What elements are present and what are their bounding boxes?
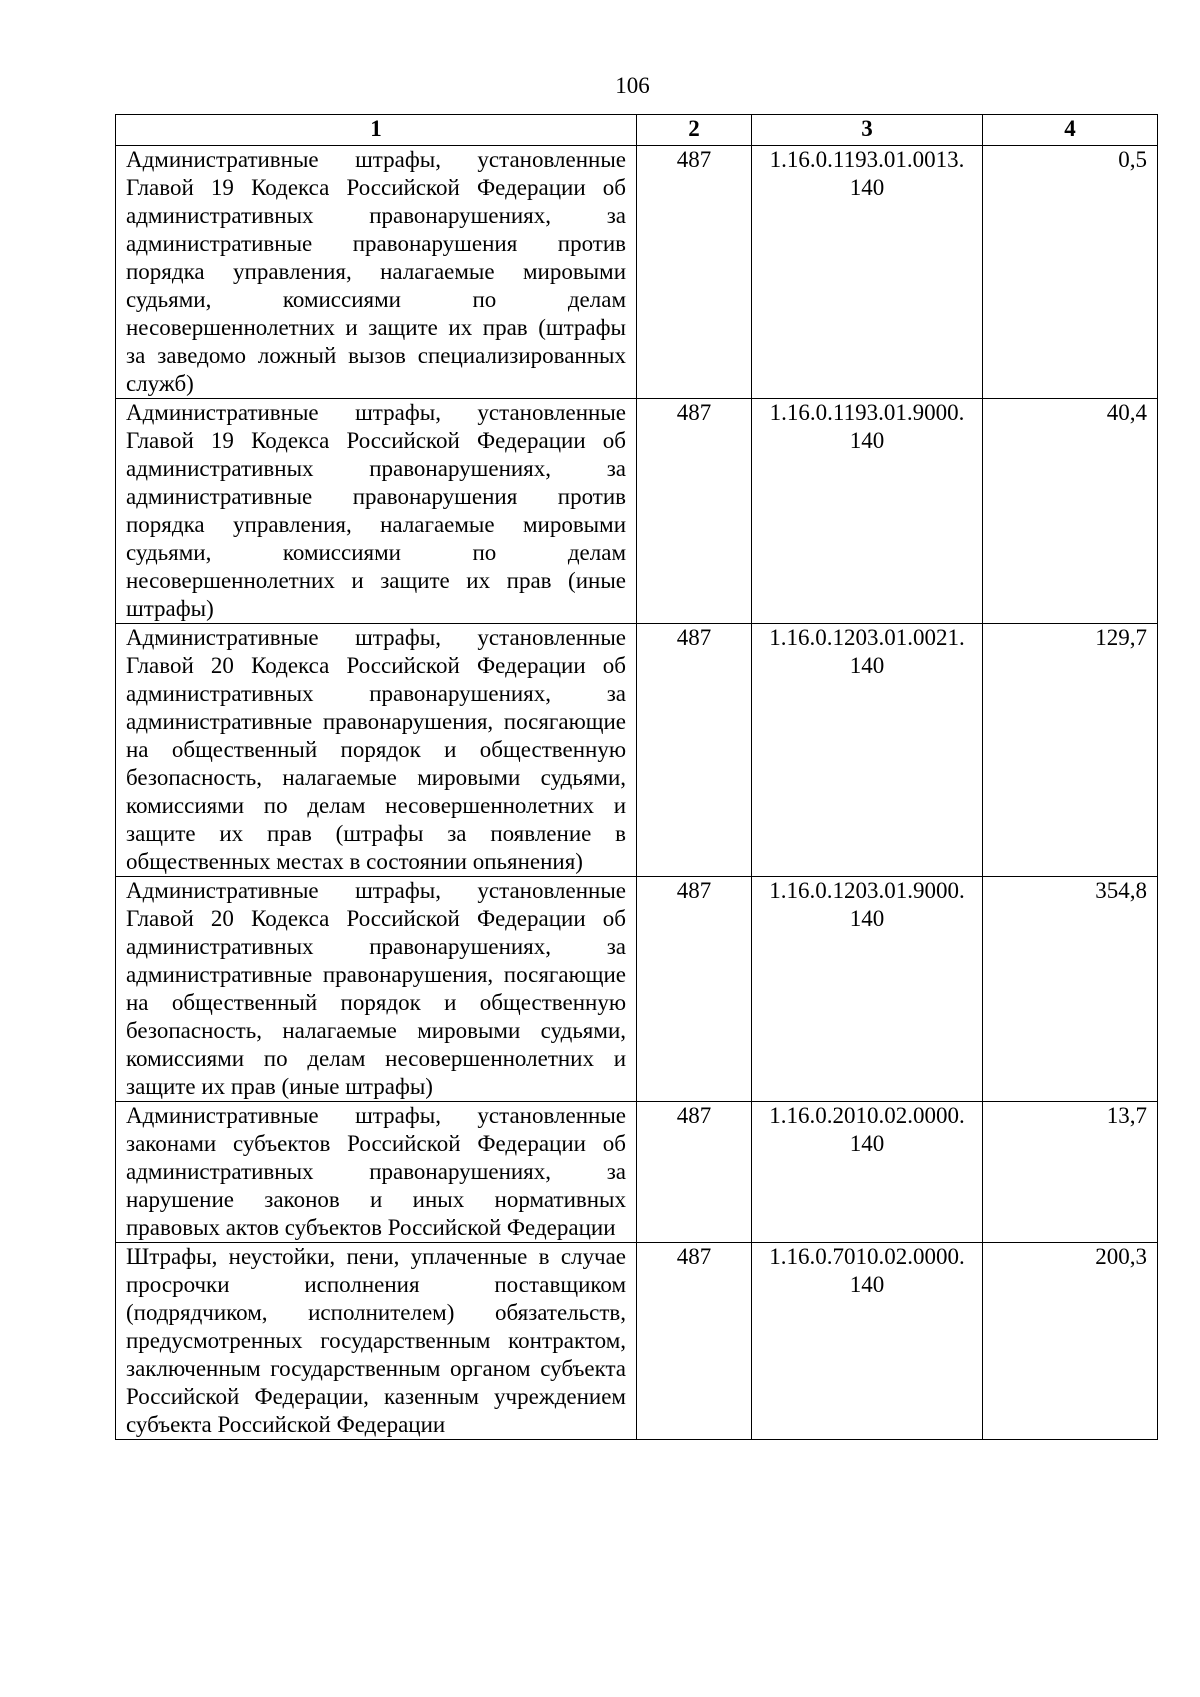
admin-code: 487 bbox=[637, 877, 752, 1102]
amount-value: 0,5 bbox=[983, 146, 1158, 399]
classification-code: 1.16.0.1203.01.9000. 140 bbox=[752, 877, 983, 1102]
header-row bbox=[116, 115, 1158, 146]
admin-code: 487 bbox=[637, 624, 752, 877]
table-row bbox=[116, 146, 1158, 399]
admin-code: 487 bbox=[637, 146, 752, 399]
revenue-name: Административные штрафы, установленные Главой 19 Кодекса Российской Федерации об административных правонарушениях, за административные правонарушения против порядка управления, налагаемые мировыми судьями, комиссиями по делам несовершеннолетних и защите их прав (иные штрафы) bbox=[116, 399, 637, 624]
amount-value: 200,3 bbox=[983, 1243, 1158, 1440]
classification-code: 1.16.0.7010.02.0000. 140 bbox=[752, 1243, 983, 1440]
header-col-1: 1 bbox=[116, 115, 637, 146]
table-row bbox=[116, 1243, 1158, 1440]
classification-code: 1.16.0.1203.01.0021. 140 bbox=[752, 624, 983, 877]
revenue-name: Административные штрафы, установленные Главой 20 Кодекса Российской Федерации об административных правонарушениях, за административные правонарушения, посягающие на общественный порядок и общественную безопасность, налагаемые мировыми судьями, комиссиями по делам несовершеннолетних и защите их прав (штрафы за появление в общественных местах в состоянии опьянения) bbox=[116, 624, 637, 877]
classification-code: 1.16.0.1193.01.0013. 140 bbox=[752, 146, 983, 399]
amount-value: 354,8 bbox=[983, 877, 1158, 1102]
budget-table bbox=[115, 114, 1158, 1440]
table-body bbox=[116, 146, 1158, 1440]
admin-code: 487 bbox=[637, 1102, 752, 1243]
table-row bbox=[116, 1102, 1158, 1243]
amount-value: 40,4 bbox=[983, 399, 1158, 624]
amount-value: 129,7 bbox=[983, 624, 1158, 877]
table-header bbox=[116, 115, 1158, 146]
table-row bbox=[116, 399, 1158, 624]
page-number: 106 bbox=[615, 73, 650, 98]
admin-code: 487 bbox=[637, 399, 752, 624]
classification-code: 1.16.0.2010.02.0000. 140 bbox=[752, 1102, 983, 1243]
amount-value: 13,7 bbox=[983, 1102, 1158, 1243]
revenue-name: Административные штрафы, установленные Главой 19 Кодекса Российской Федерации об административных правонарушениях, за административные правонарушения против порядка управления, налагаемые мировыми судьями, комиссиями по делам несовершеннолетних и защите их прав (штрафы за заведомо ложный вызов специализированных служб) bbox=[116, 146, 637, 399]
table-row bbox=[116, 624, 1158, 877]
header-col-3: 3 bbox=[752, 115, 983, 146]
header-col-2: 2 bbox=[637, 115, 752, 146]
revenue-name: Административные штрафы, установленные законами субъектов Российской Федерации об административных правонарушениях, за нарушение законов и иных нормативных правовых актов субъектов Российской Федерации bbox=[116, 1102, 637, 1243]
revenue-name: Административные штрафы, установленные Главой 20 Кодекса Российской Федерации об административных правонарушениях, за административные правонарушения, посягающие на общественный порядок и общественную безопасность, налагаемые мировыми судьями, комиссиями по делам несовершеннолетних и защите их прав (иные штрафы) bbox=[116, 877, 637, 1102]
revenue-name: Штрафы, неустойки, пени, уплаченные в случае просрочки исполнения поставщиком (подрядчиком, исполнителем) обязательств, предусмотренных государственным контрактом, заключенным государственным органом субъекта Российской Федерации, казенным учреждением субъекта Российской Федерации bbox=[116, 1243, 637, 1440]
table-row bbox=[116, 877, 1158, 1102]
admin-code: 487 bbox=[637, 1243, 752, 1440]
header-col-4: 4 bbox=[983, 115, 1158, 146]
classification-code: 1.16.0.1193.01.9000. 140 bbox=[752, 399, 983, 624]
